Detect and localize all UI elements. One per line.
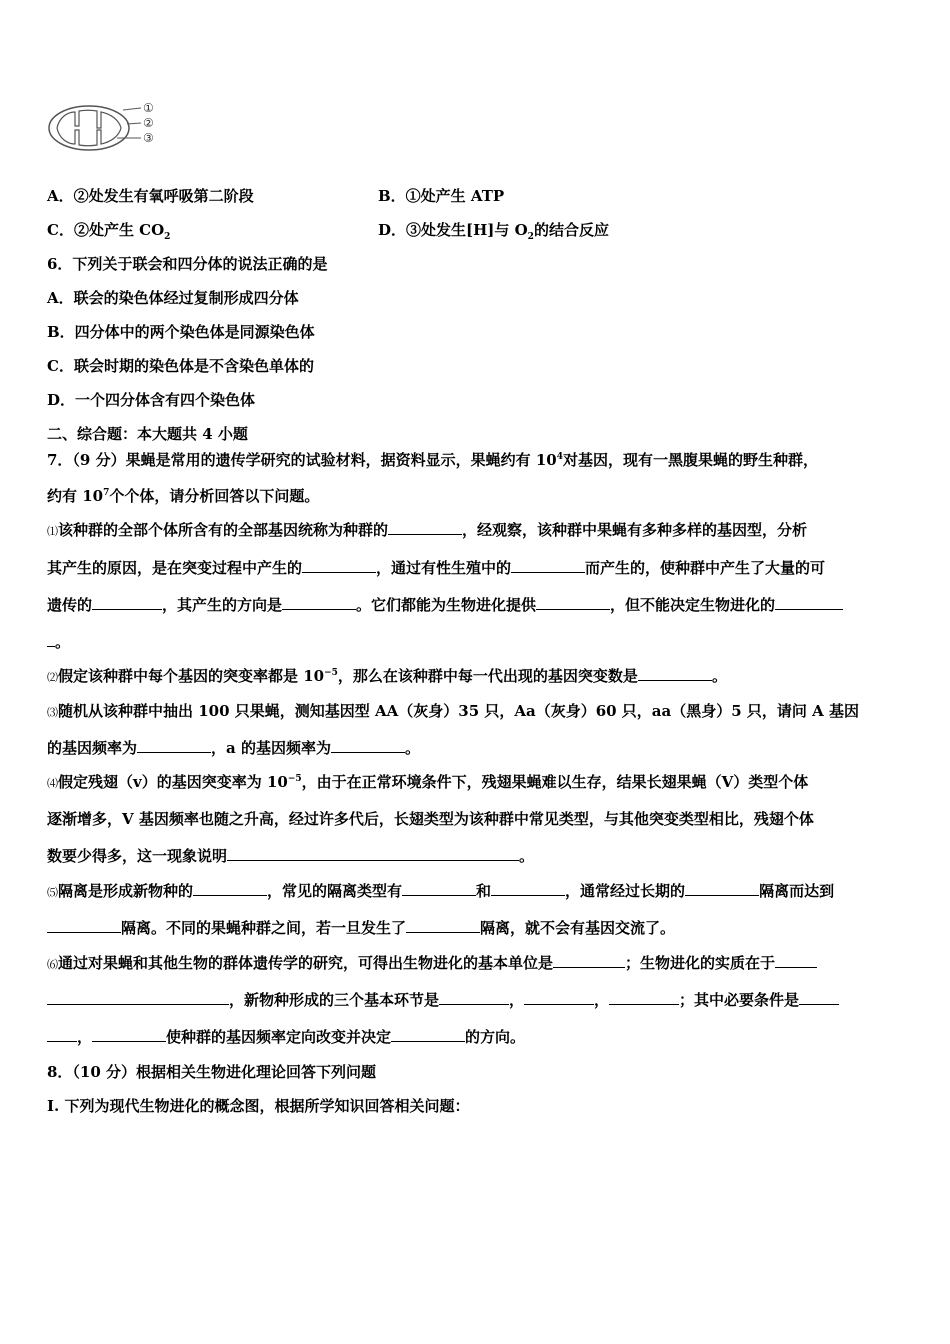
q7-p4-b: ，由于在正常环境条件下，残翅果蝇难以生存，结果长翅果蝇（V）类型个体 bbox=[301, 773, 809, 791]
q5-option-d bbox=[378, 220, 609, 240]
q7-p1-line1 bbox=[47, 520, 807, 542]
answer-blank[interactable] bbox=[775, 953, 817, 968]
answer-blank[interactable] bbox=[511, 558, 585, 573]
q7-p6-h: 使种群的基因频率定向改变并决定 bbox=[166, 1028, 392, 1046]
q7-p1-e: 而产生的，使种群中产生了大量的可 bbox=[585, 559, 826, 577]
q7-p4-line3 bbox=[47, 846, 534, 866]
answer-blank[interactable] bbox=[553, 953, 625, 968]
q7-p4-e: 。 bbox=[519, 847, 535, 865]
q6-option-a: A．联会的染色体经过复制形成四分体 bbox=[47, 289, 299, 307]
answer-blank[interactable] bbox=[799, 990, 839, 1005]
q7-p6-g: ， bbox=[77, 1028, 93, 1046]
q6-option-d: D．一个四分体含有四个染色体 bbox=[47, 391, 256, 409]
answer-blank[interactable] bbox=[193, 881, 267, 896]
answer-blank[interactable] bbox=[47, 918, 121, 933]
q7-p3-a: 随机从该种群中抽出 100 只果蝇，测知基因型 AA（灰身）35 只，Aa（灰身）60 只，aa（黑身）5 只，请问 A 基因 bbox=[58, 702, 859, 720]
q7-p1-j: 。 bbox=[55, 633, 71, 651]
q7-p5-d: ，通常经过长期的 bbox=[565, 882, 686, 900]
q7-p1-h: 。它们都能为生物进化提供 bbox=[356, 596, 537, 614]
q7-p1-g: ，其产生的方向是 bbox=[162, 596, 283, 614]
q5-c-sub: 2 bbox=[164, 232, 171, 242]
answer-blank[interactable] bbox=[638, 666, 712, 681]
q7-p5-a: 隔离是形成新物种的 bbox=[58, 882, 194, 900]
q7-p5-line2 bbox=[47, 918, 675, 938]
outer-membrane bbox=[49, 106, 129, 150]
q7-l1-sup: 4 bbox=[556, 452, 563, 462]
q7-p5-num: ⑸ bbox=[47, 886, 58, 899]
answer-blank[interactable] bbox=[391, 1027, 465, 1042]
q6-option-c: C．联会时期的染色体是不含染色单体的 bbox=[47, 357, 314, 375]
q5-option-c bbox=[47, 220, 170, 240]
q7-p4-a: 假定残翅（v）的基因突变率为 10 bbox=[58, 773, 288, 791]
q7-p6-line2 bbox=[47, 990, 839, 1010]
q7-p2-a: 假定该种群中每个基因的突变率都是 10 bbox=[58, 667, 325, 685]
answer-blank[interactable] bbox=[439, 990, 509, 1005]
q5-d-post: 的结合反应 bbox=[533, 221, 609, 239]
q7-p6-c: ，新物种形成的三个基本环节是 bbox=[229, 991, 440, 1009]
answer-blank[interactable] bbox=[282, 595, 356, 610]
answer-blank[interactable] bbox=[388, 520, 462, 535]
q7-p2-c: 。 bbox=[711, 667, 727, 685]
q7-p1-b: ，经观察，该种群中果蝇有多种多样的基因型，分析 bbox=[462, 521, 808, 539]
q7-p2-sup: −5 bbox=[324, 668, 338, 678]
answer-blank[interactable] bbox=[491, 881, 565, 896]
q7-p6-i: 的方向。 bbox=[465, 1028, 526, 1046]
q7-p2-num: ⑵ bbox=[47, 671, 58, 684]
q7-p5-e: 隔离而达到 bbox=[759, 882, 835, 900]
q7-p6-d: ， bbox=[509, 991, 525, 1009]
q7-stem-line2 bbox=[47, 486, 319, 506]
q7-p2 bbox=[47, 666, 727, 688]
answer-blank[interactable] bbox=[406, 918, 480, 933]
q7-p6-e: ， bbox=[594, 991, 610, 1009]
answer-blank[interactable] bbox=[47, 632, 55, 647]
answer-blank[interactable] bbox=[47, 990, 229, 1005]
q7-p1-num: ⑴ bbox=[47, 525, 58, 538]
q7-p1-c: 其产生的原因，是在突变过程中产生的 bbox=[47, 559, 303, 577]
q7-p1-f: 遗传的 bbox=[47, 596, 93, 614]
q7-p5-g: 隔离，就不会有基因交流了。 bbox=[480, 919, 676, 937]
q7-p6-line1 bbox=[47, 953, 817, 975]
q8-part1: I. 下列为现代生物进化的概念图，根据所学知识回答相关问题： bbox=[47, 1097, 470, 1115]
q5-c-text: C．②处产生 CO bbox=[47, 221, 165, 239]
q7-p3-num: ⑶ bbox=[47, 706, 58, 719]
q7-p6-b: ；生物进化的实质在于 bbox=[625, 954, 776, 972]
q5-option-a: A．②处发生有氧呼吸第二阶段 bbox=[47, 187, 254, 205]
answer-blank[interactable] bbox=[536, 595, 610, 610]
q7-l1-post: 对基因，现有一黑腹果蝇的野生种群， bbox=[562, 451, 818, 469]
q7-p2-b: ，那么在该种群中每一代出现的基因突变数是 bbox=[337, 667, 638, 685]
q7-p4-line1 bbox=[47, 772, 808, 794]
section-heading: 二、综合题：本大题共 4 小题 bbox=[47, 425, 248, 443]
q7-p3-d: 。 bbox=[404, 739, 420, 757]
q7-p4-line2: 逐渐增多，V 基因频率也随之升高，经过许多代后，长翅类型为该种群中常见类型，与其他突变类型相比，残翅个体 bbox=[47, 810, 814, 828]
q7-p1-d: ，通过有性生殖中的 bbox=[376, 559, 512, 577]
q7-l2-pre: 约有 10 bbox=[47, 487, 104, 505]
q5-d-sub: 2 bbox=[527, 232, 534, 242]
q5-option-b: B．①处产生 ATP bbox=[378, 187, 505, 205]
answer-blank[interactable] bbox=[137, 738, 211, 753]
q7-p5-c: 和 bbox=[476, 882, 492, 900]
q7-p4-num: ⑷ bbox=[47, 777, 58, 790]
q7-p6-f: ；其中必要条件是 bbox=[679, 991, 800, 1009]
answer-blank[interactable] bbox=[609, 990, 679, 1005]
inner-membrane-cristae bbox=[57, 110, 121, 146]
label-3: ③ bbox=[143, 131, 154, 145]
q7-p1-line3 bbox=[47, 595, 843, 615]
q6-option-b: B．四分体中的两个染色体是同源染色体 bbox=[47, 323, 315, 341]
answer-blank[interactable] bbox=[302, 558, 376, 573]
q7-p5-line1 bbox=[47, 881, 834, 903]
label-1: ① bbox=[143, 101, 154, 115]
q7-p4-d: 数要少得多，这一现象说明 bbox=[47, 847, 228, 865]
q7-p5-f: 隔离。不同的果蝇种群之间，若一旦发生了 bbox=[121, 919, 407, 937]
q7-l1-pre: 7．（9 分）果蝇是常用的遗传学研究的试验材料，据资料显示，果蝇约有 10 bbox=[47, 451, 557, 469]
q7-p3-b: 的基因频率为 bbox=[47, 739, 138, 757]
answer-blank[interactable] bbox=[92, 1027, 166, 1042]
answer-blank[interactable] bbox=[402, 881, 476, 896]
q6-stem: 6．下列关于联会和四分体的说法正确的是 bbox=[47, 255, 328, 273]
q7-p1-i: ，但不能决定生物进化的 bbox=[610, 596, 776, 614]
q7-p3-c: ，a 的基因频率为 bbox=[211, 739, 331, 757]
q8-stem: 8．（10 分）根据相关生物进化理论回答下列问题 bbox=[47, 1063, 377, 1081]
answer-blank[interactable] bbox=[331, 738, 405, 753]
q7-p1-line2 bbox=[47, 558, 825, 578]
mitochondrion-figure bbox=[45, 98, 165, 156]
answer-blank[interactable] bbox=[524, 990, 594, 1005]
answer-blank[interactable] bbox=[227, 846, 519, 861]
q7-l2-post: 个个体，请分析回答以下问题。 bbox=[109, 487, 320, 505]
answer-blank[interactable] bbox=[685, 881, 759, 896]
q7-p5-b: ，常见的隔离类型有 bbox=[267, 882, 403, 900]
q7-p6-line3 bbox=[47, 1027, 525, 1047]
q7-stem-line1 bbox=[47, 450, 818, 470]
q7-p3-line2 bbox=[47, 738, 420, 758]
q7-p1-a: 该种群的全部个体所含有的全部基因统称为种群的 bbox=[58, 521, 389, 539]
answer-blank[interactable] bbox=[47, 1027, 77, 1042]
q7-p6-num: ⑹ bbox=[47, 958, 58, 971]
answer-blank[interactable] bbox=[92, 595, 162, 610]
answer-blank[interactable] bbox=[775, 595, 843, 610]
q7-l2-sup: 7 bbox=[103, 488, 110, 498]
q7-p1-line4 bbox=[47, 632, 70, 652]
q7-p6-a: 通过对果蝇和其他生物的群体遗传学的研究，可得出生物进化的基本单位是 bbox=[58, 954, 554, 972]
label-2: ② bbox=[143, 116, 154, 130]
q5-d-text: D．③处发生[H]与 O bbox=[378, 221, 528, 239]
q7-p4-sup: −5 bbox=[287, 774, 302, 784]
q7-p3-line1 bbox=[47, 701, 859, 723]
